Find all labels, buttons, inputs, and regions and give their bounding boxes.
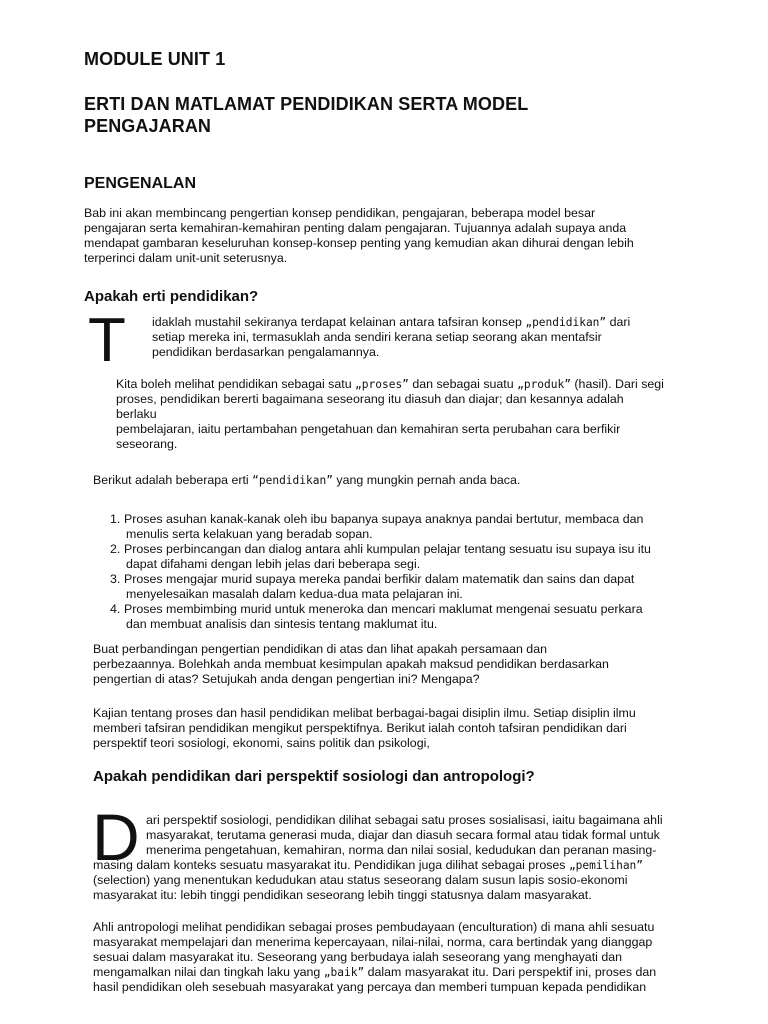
text-run: (hasil). Dari segi — [570, 377, 664, 391]
paragraph-proses-produk — [116, 377, 664, 452]
paragraph-line: Buat perbandingan pengertian pendidikan di atas dan lihat apakah persamaan dan — [93, 642, 547, 656]
list-number: 4. — [110, 602, 121, 616]
list-item — [110, 542, 730, 572]
list-text-continued: dan membuat analisis dan sintesis tentang maklumat itu. — [126, 617, 438, 631]
paragraph-line: masyarakat mempelajari dan menerima kepercayaan, nilai-nilai, norma, cara bertindak yang dianggap — [93, 935, 653, 949]
intro-line: pengajaran serta kemahiran-kemahiran penting dalam pengajaran. Tujuannya adalah supaya anda — [84, 221, 627, 235]
term-produk: „produk” — [517, 378, 571, 391]
drop-cap-d: D — [92, 800, 140, 874]
paragraph-line: ari perspektif sosiologi, pendidikan dilihat sebagai satu proses sosialisasi, iaitu bagaimana ahli — [146, 813, 663, 827]
paragraph-antropologi — [93, 920, 656, 995]
term-proses: „proses” — [355, 378, 409, 391]
intro-line: terperinci dalam unit-unit seterusnya. — [84, 251, 288, 265]
intro-line: mendapat gambaran keseluruhan konsep-konsep penting yang kemudian akan dihurai dengan lebih — [84, 236, 634, 250]
text-run: mengamalkan nilai dan tingkah laku yang — [93, 965, 324, 979]
text-run: idaklah mustahil sekiranya terdapat kelainan antara tafsiran konsep — [152, 315, 526, 329]
list-item — [110, 572, 730, 602]
paragraph-line: perbezaannya. Bolehkah anda membuat kesimpulan apakah maksud pendidikan berdasarkan — [93, 657, 609, 671]
text-run: dari — [606, 315, 631, 329]
question-heading-sosiologi: Apakah pendidikan dari perspektif sosiologi dan antropologi? — [93, 768, 535, 785]
paragraph-line: Ahli antropologi melihat pendidikan sebagai proses pembudayaan (enculturation) di mana ahli sesuatu — [93, 920, 655, 934]
paragraph-line: proses, pendidikan bererti bagaimana seseorang itu diasuh dan diajar; dan kesannya adalah — [116, 392, 624, 406]
list-number: 3. — [110, 572, 121, 586]
paragraph-line: hasil pendidikan oleh sesebuah masyarakat yang percaya dan memberi tumpuan kepada pendidikan — [93, 980, 647, 994]
paragraph-line: berlaku — [116, 407, 157, 421]
text-run: masing dalam konteks sesuatu masyarakat itu. Pendidikan juga dilihat sebagai proses — [93, 858, 569, 872]
paragraph-line: (selection) yang menentukan kedudukan atau status seseorang dalam susun lapis sosio-ekonomi — [93, 873, 628, 887]
list-text-continued: dapat difahami dengan lebih jelas dari beberapa segi. — [126, 557, 421, 571]
paragraph-line: perspektif teori sosiologi, ekonomi, sains politik dan psikologi, — [93, 736, 430, 750]
term-pemilihan: „pemilihan” — [568, 859, 644, 872]
paragraph-line: pembelajaran, iaitu pertambahan pengetahuan dan kemahiran serta perubahan cara berfikir — [116, 422, 621, 436]
paragraph-line: masyarakat, terutama generasi muda, diajar dan diasuh secara formal atau tidak formal untuk — [146, 828, 660, 842]
chapter-title — [84, 93, 528, 137]
text-run: dan sebagai suatu — [408, 377, 518, 391]
term-pendidikan: „pendidikan” — [525, 316, 607, 329]
text-run: dalam masyarakat itu. Dari perspektif ini, proses dan — [364, 965, 657, 979]
list-text: Proses mengajar murid supaya mereka pandai berfikir dalam matematik dan sains dan dapat — [124, 572, 635, 586]
text-run: Berikut adalah beberapa erti — [93, 473, 253, 487]
list-number: 2. — [110, 542, 121, 556]
chapter-title-line-1: ERTI DAN MATLAMAT PENDIDIKAN SERTA MODEL — [84, 94, 529, 114]
text-run: yang mungkin pernah anda baca. — [332, 473, 521, 487]
list-text: Proses membimbing murid untuk meneroka dan mencari maklumat mengenai sesuatu perkara — [124, 602, 643, 616]
definitions-list — [110, 512, 730, 632]
paragraph-line: Kajian tentang proses dan hasil pendidikan melibat berbagai-bagai disiplin ilmu. Setiap disiplin ilmu — [93, 706, 636, 720]
paragraph-line: seseorang. — [116, 437, 178, 451]
list-text: Proses asuhan kanak-kanak oleh ibu bapanya supaya anaknya pandai bertutur, membaca dan — [124, 512, 644, 526]
question-heading-erti: Apakah erti pendidikan? — [84, 288, 259, 305]
section-heading-pengenalan: PENGENALAN — [84, 175, 197, 192]
paragraph-line: masyarakat itu: lebih tinggi pendidikan seseorang lebih tinggi statusnya dalam masyarakat. — [93, 888, 592, 902]
list-text-continued: menulis serta kelakuan yang beradab sopan. — [126, 527, 373, 541]
chapter-title-line-2: PENGAJARAN — [84, 116, 212, 136]
list-item — [110, 602, 730, 632]
list-text: Proses perbincangan dan dialog antara ahli kumpulan pelajar tentang sesuatu isu supaya isu itu — [124, 542, 651, 556]
paragraph-line: pengertian di atas? Setujukah anda dengan pengertian ini? Mengapa? — [93, 672, 480, 686]
term-baik: „baik” — [323, 966, 365, 979]
list-text-continued: menyelesaikan masalah dalam kedua-dua mata pelajaran ini. — [126, 587, 463, 601]
text-run: Kita boleh melihat pendidikan sebagai satu — [116, 377, 356, 391]
paragraph-sosiologi — [93, 813, 663, 903]
paragraph-line: pendidikan berdasarkan pengalamannya. — [152, 345, 380, 359]
paragraph-kajian — [93, 706, 636, 751]
list-number: 1. — [110, 512, 121, 526]
paragraph-perbandingan — [93, 642, 609, 687]
paragraph-line: menerima pengetahuan, kemahiran, norma dan nilai sosial, kedudukan dan peranan masing- — [146, 843, 657, 857]
module-title: MODULE UNIT 1 — [84, 49, 226, 69]
intro-line: Bab ini akan membincang pengertian konsep pendidikan, pengajaran, beberapa model besar — [84, 206, 596, 220]
term-pendidikan-quote: “pendidikan” — [252, 474, 333, 487]
paragraph-tafsiran — [152, 315, 630, 360]
intro-paragraph — [84, 206, 634, 266]
drop-cap-t: T — [88, 306, 126, 375]
list-item — [110, 512, 730, 542]
paragraph-line: memberi tafsiran pendidikan mengikut perspektifnya. Berikut ialah contoh tafsiran pendidikan dari — [93, 721, 627, 735]
paragraph-line: sesuai dalam masyarakat itu. Seseorang yang berbudaya ialah seseorang yang menghayati dan — [93, 950, 623, 964]
paragraph-list-intro — [93, 473, 520, 488]
paragraph-line: setiap mereka ini, termasuklah anda sendiri kerana setiap seorang akan mentafsir — [152, 330, 602, 344]
